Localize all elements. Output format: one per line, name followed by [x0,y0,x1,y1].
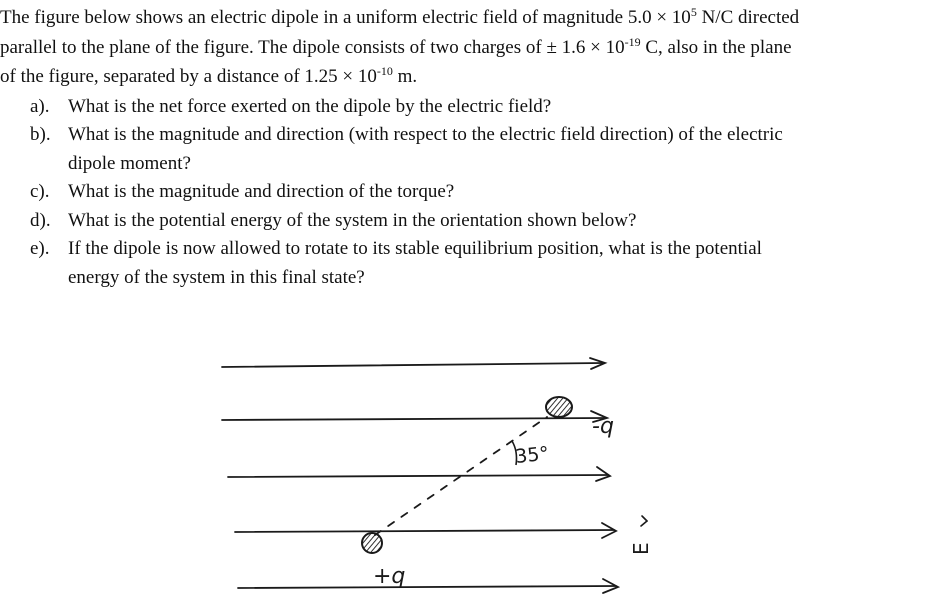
question-text: What is the magnitude and direction (with respect to the electric field direction) of the electric [68,124,783,145]
intro-text: C, also in the plane [640,36,792,58]
question-item [0,121,924,178]
question-text: What is the net force exerted on the dipole by the electric field? [68,95,552,117]
dipole-diagram [210,345,670,607]
angle-label: 35° [514,442,551,468]
intro-line-3 [0,63,924,93]
question-text: energy of the system in this final state? [68,266,365,288]
intro-line-1 [0,4,924,34]
question-text: What is the magnitude and direction of the torque? [68,181,455,202]
question-item [0,235,924,292]
field-line [235,523,616,538]
question-label: e). [30,238,50,259]
question-text: If the dipole is now allowed to rotate to its stable equilibrium position, what is the potential [68,238,762,259]
field-label: E [629,542,653,555]
exponent: -10 [376,64,393,78]
intro-text: parallel to the plane of the figure. The dipole consists of two charges of ± 1.6 × 10 [0,36,625,58]
field-line [228,467,610,481]
exponent: 5 [690,5,697,19]
intro-text: N/C directed [696,7,800,28]
field-line [238,579,618,593]
field-lines [222,358,618,593]
negative-charge-label: -q [592,414,614,439]
dipole-figure [210,345,670,607]
question-item [0,178,924,207]
intro-text: m. [392,66,418,87]
exponent: -19 [624,34,641,49]
field-vector-arrow [641,516,647,526]
question-label: a). [30,95,50,117]
question-list [0,93,924,293]
question-text: dipole moment? [68,152,191,174]
negative-charge [546,397,572,417]
question-label: b). [30,124,51,145]
positive-charge [362,533,382,553]
intro-text: The figure below shows an electric dipole in a uniform electric field of magnitude 5.0 × 10 [0,7,691,28]
question-label: d). [30,209,51,231]
intro-text: of the figure, separated by a distance of 1.25 × 10 [0,66,377,87]
question-text: What is the potential energy of the system in the orientation shown below? [68,209,637,231]
question-label: c). [30,181,50,202]
problem-intro [0,4,924,93]
field-line [222,358,605,369]
problem-text [0,4,924,292]
question-item [0,93,924,122]
intro-line-2 [0,34,924,64]
positive-charge-label: +q [373,564,406,589]
question-item [0,207,924,236]
